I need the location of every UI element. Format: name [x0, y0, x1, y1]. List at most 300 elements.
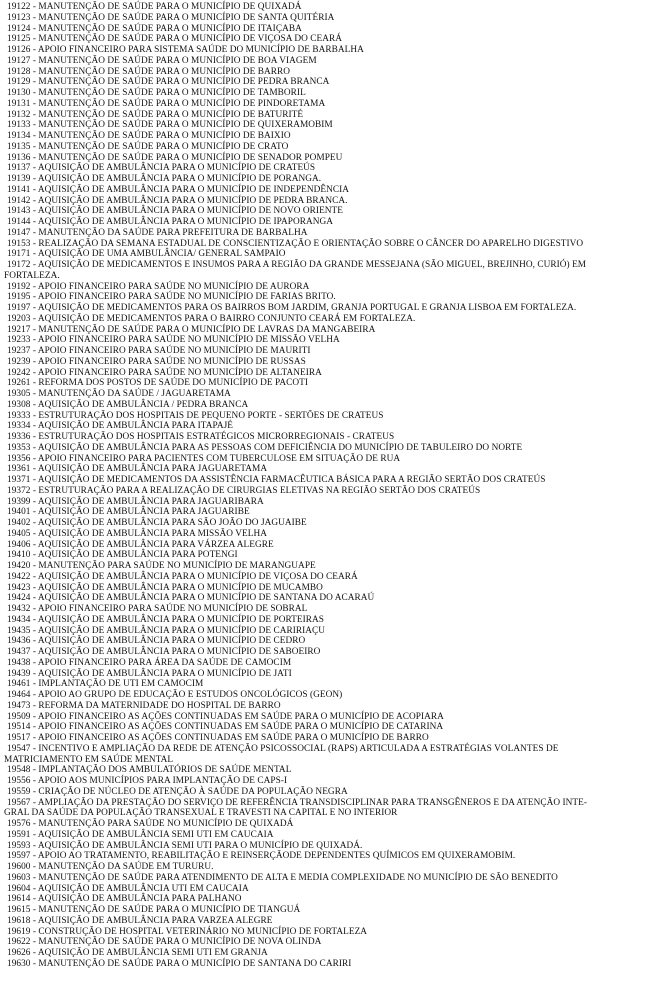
- list-item: [4, 540, 638, 551]
- list-item: [4, 669, 638, 680]
- list-item: [4, 282, 638, 293]
- item-description: AQUISIÇÃO DE AMBULÂNCIA PARA AS PESSOAS COM DEFICIÊNCIA DO MUNICÍPIO DE TABULEIRO DO NORTE: [37, 442, 523, 453]
- list-item: [4, 24, 638, 35]
- item-description: MANUTENÇÃO DE SAÚDE PARA ATENDIMENTO DE ALTA E MEDIA COMPLEXIDADE NO MUNICÍPIO DE SÃO BENEDITO: [38, 872, 558, 883]
- list-item: [4, 400, 638, 411]
- item-description: REFORMA DOS POSTOS DE SAÚDE DO MUNICÍPIO DE PACOTI: [38, 378, 308, 389]
- separator: [31, 658, 38, 668]
- item-code: 19559: [7, 786, 31, 797]
- list-item: [4, 260, 638, 282]
- item-description: APOIO FINANCEIRO PARA SAÚDE NO MUNICÍPIO DE FARIAS BRITO.: [37, 292, 336, 303]
- item-code: 19126: [7, 45, 31, 55]
- separator: [31, 346, 38, 356]
- item-code: 19371: [7, 475, 31, 485]
- item-code: 19438: [7, 657, 31, 668]
- separator: [31, 249, 38, 259]
- list-item: [4, 744, 638, 766]
- item-code: 19356: [7, 453, 31, 464]
- item-code: 19172: [7, 260, 31, 270]
- list-item: [4, 776, 638, 787]
- item-code: 19134: [7, 131, 31, 141]
- item-description: MANUTENÇÃO DE SAÚDE PARA O MUNICÍPIO DE QUIXERAMOBIM: [38, 120, 333, 131]
- item-description: AQUISIÇÃO DE UMA AMBULÂNCIA/ GENERAL SAMPAIO: [37, 249, 286, 260]
- item-code: 19435: [7, 625, 31, 636]
- list-item: [4, 2, 638, 13]
- list-item: [4, 163, 638, 174]
- item-description: AMPLIAÇÃO DA PRESTAÇÃO DO SERVIÇO DE REFERÊNCIA TRANSDISCIPLINAR PARA TRANSGÊNEROS E DA ATENÇÃO INTE-: [37, 797, 588, 808]
- list-item: [4, 819, 638, 830]
- list-item: [4, 432, 638, 443]
- separator: [31, 690, 38, 700]
- item-code: 19614: [7, 894, 31, 905]
- item-description: MANUTENÇÃO DE SAÚDE PARA O MUNICÍPIO DE ITAIÇABA: [38, 23, 302, 34]
- item-description: MANUTENÇÃO DE SAÚDE PARA O MUNICÍPIO DE PINDORETAMA: [38, 98, 326, 109]
- item-code: 19197: [7, 303, 31, 313]
- item-description: APOIO FINANCEIRO AS AÇÕES CONTINUADAS EM SAÚDE PARA O MUNICÍPIO DE ACOPIARA: [37, 711, 444, 722]
- list-item: [4, 314, 638, 325]
- item-description: AQUISIÇÃO DE AMBULÂNCIA / PEDRA BRANCA: [37, 399, 249, 410]
- item-code: 19547: [7, 743, 31, 754]
- item-description: MANUTENÇÃO DE SAÚDE PARA O MUNICÍPIO DE BAIXIO: [38, 131, 291, 141]
- item-description: AQUISIÇÃO DE MEDICAMENTOS PARA OS BAIRROS BOM JARDIM, GRANJA PORTUGAL E GRANJA LISBOA EM FORTALEZA.: [37, 303, 577, 313]
- item-code: 19192: [7, 281, 31, 292]
- separator: [31, 518, 38, 528]
- list-item: [4, 518, 638, 529]
- list-item: [4, 593, 638, 604]
- item-description: AQUISIÇÃO DE AMBULÂNCIA PARA PALHANO: [37, 894, 242, 905]
- item-code: 19597: [7, 851, 31, 862]
- separator: [31, 948, 38, 958]
- list-item: [4, 174, 638, 185]
- item-description: AQUISIÇÃO DE AMBULÂNCIA PARA MISSÃO VELHA: [37, 528, 267, 539]
- item-description: MANUTENÇÃO DE SAÚDE PARA O MUNICÍPIO DE BARRO: [38, 66, 291, 77]
- list-item: [4, 346, 638, 357]
- item-code: 19548: [7, 765, 31, 776]
- list-item: [4, 927, 638, 938]
- separator: [31, 615, 38, 625]
- item-description: AQUISIÇÃO DE AMBULÂNCIA UTI EM CAUCAIA: [37, 883, 249, 894]
- item-description: MANUTENÇÃO DE SAÚDE PARA O MUNICÍPIO DE SANTA QUITÉRIA: [38, 12, 335, 23]
- item-description: MANUTENÇÃO PARA SAÚDE NO MUNICÍPIO DE QUIXADÁ: [38, 819, 294, 829]
- item-description: REALIZAÇÃO DA SEMANA ESTADUAL DE CONSCIENTIZAÇÃO E ORIENTAÇÃO SOBRE O CÂNCER DO APARELHO DIGESTIVO: [38, 238, 584, 249]
- list-item: [4, 110, 638, 121]
- item-code: 19217: [7, 324, 31, 335]
- item-code: 19517: [7, 733, 31, 743]
- list-item: [4, 690, 638, 701]
- item-code: 19410: [7, 550, 31, 561]
- item-description: MANUTENÇÃO DE SAÚDE PARA O MUNICÍPIO DE NOVA OLINDA: [38, 937, 322, 948]
- item-description: APOIO FINANCEIRO PARA SAÚDE NO MUNICÍPIO DE SOBRAL: [37, 604, 308, 614]
- list-item: [4, 647, 638, 658]
- item-description: MANUTENÇÃO DE SAÚDE PARA O MUNICÍPIO DE BOA VIAGEM: [38, 55, 317, 66]
- item-description: MANUTENÇÃO DA SAÚDE EM TURURU.: [38, 862, 214, 872]
- list-item: [4, 443, 638, 454]
- item-code: 19361: [7, 464, 31, 475]
- list-item: [4, 916, 638, 927]
- item-code: 19401: [7, 507, 31, 518]
- list-item: [4, 378, 638, 389]
- list-item: [4, 626, 638, 637]
- item-code: 19237: [7, 346, 31, 356]
- item-code: 19619: [7, 926, 31, 937]
- item-code: 19147: [7, 227, 31, 238]
- item-code: 19434: [7, 614, 31, 625]
- list-item: [4, 905, 638, 916]
- separator: [31, 475, 38, 485]
- item-code: 19439: [7, 668, 31, 679]
- item-code: 19591: [7, 829, 31, 840]
- item-code: 19626: [7, 948, 31, 958]
- list-item: [4, 722, 638, 733]
- list-item: [4, 572, 638, 583]
- item-code: 19305: [7, 389, 31, 399]
- item-code: 19144: [7, 217, 31, 227]
- item-description: MANUTENÇÃO DA SAÚDE / JAGUARETAMA: [38, 389, 231, 399]
- list-item: [4, 196, 638, 207]
- list-item: [4, 239, 638, 250]
- item-description: MANUTENÇÃO DE SAÚDE PARA O MUNICÍPIO DE QUIXADÁ: [38, 2, 302, 12]
- list-item: [4, 217, 638, 228]
- separator: [31, 335, 38, 345]
- separator: [31, 722, 38, 732]
- item-description: APOIO FINANCEIRO PARA SAÚDE NO MUNICÍPIO DE RUSSAS: [37, 356, 306, 367]
- separator: [31, 572, 38, 582]
- list-item: [4, 615, 638, 626]
- separator: [31, 540, 38, 550]
- item-code: 19618: [7, 915, 31, 926]
- list-item: [4, 185, 638, 196]
- item-code: 19423: [7, 582, 31, 593]
- item-description: AQUISIÇÃO DE AMBULÂNCIA PARA SÃO JOÃO DO JAGUAIBE: [37, 518, 307, 528]
- list-item: [4, 712, 638, 723]
- separator: [31, 884, 38, 894]
- item-code: 19239: [7, 356, 31, 367]
- item-code: 19424: [7, 593, 31, 604]
- item-description: AQUISIÇÃO DE AMBULÂNCIA PARA O MUNICÍPIO DE JATI: [37, 668, 292, 679]
- list-item: [4, 88, 638, 99]
- list-item: [4, 249, 638, 260]
- separator: [31, 529, 38, 539]
- item-description: MANUTENÇÃO DA SAÚDE PARA PREFEITURA DE BARBALHA: [38, 227, 308, 238]
- item-code: 19143: [7, 206, 31, 217]
- separator: [31, 421, 38, 431]
- item-code: 19630: [7, 958, 31, 969]
- item-code: 19600: [7, 862, 31, 872]
- separator: [31, 550, 38, 560]
- item-code: 19353: [7, 442, 31, 453]
- list-item: [4, 206, 638, 217]
- item-code: 19593: [7, 840, 31, 851]
- item-code: 19406: [7, 539, 31, 550]
- item-description: ESTRUTURAÇÃO DOS HOSPITAIS ESTRATÉGICOS MICRORREGIONAIS - CRATEUS: [38, 432, 395, 442]
- list-item: [4, 583, 638, 594]
- item-code: 19125: [7, 34, 31, 45]
- item-code: 19622: [7, 937, 31, 948]
- item-description: AQUISIÇÃO DE MEDICAMENTOS E INSUMOS PARA A REGIÃO DA GRANDE MESSEJANA (SÃO MIGUEL, BREJINHO, CURIÓ) EM: [37, 260, 587, 270]
- item-code: 19514: [7, 722, 31, 733]
- item-code: 19405: [7, 528, 31, 539]
- separator: [31, 851, 38, 861]
- item-description: AQUISIÇÃO DE AMBULÂNCIA PARA O MUNICÍPIO DE INDEPENDÊNCIA: [37, 184, 350, 195]
- item-description-continuation: FORTALEZA.: [4, 270, 60, 281]
- list-item: [4, 862, 638, 873]
- item-code: 19333: [7, 410, 31, 421]
- item-code: 19122: [7, 2, 31, 12]
- item-description: MANUTENÇÃO DE SAÚDE PARA O MUNICÍPIO DE VIÇOSA DO CEARÁ: [38, 34, 343, 45]
- item-code: 19153: [7, 238, 31, 249]
- item-description: MANUTENÇÃO DE SAÚDE PARA O MUNICÍPIO DE SANTANA DO CARIRI: [38, 958, 352, 969]
- separator: [31, 217, 38, 227]
- item-description: AQUISIÇÃO DE AMBULÂNCIA PARA JAGUARIBARA: [37, 496, 264, 507]
- list-item: [4, 798, 638, 820]
- item-code: 19437: [7, 647, 31, 657]
- list-item: [4, 142, 638, 153]
- separator: [31, 669, 38, 679]
- separator: [31, 45, 38, 55]
- item-description: AQUISIÇÃO DE AMBULÂNCIA PARA O MUNICÍPIO DE IPAPORANGA: [37, 217, 334, 227]
- item-code: 19127: [7, 55, 31, 66]
- list-item: [4, 787, 638, 798]
- item-code: 19576: [7, 819, 31, 829]
- list-item: [4, 67, 638, 78]
- separator: [31, 593, 38, 603]
- item-code: 19261: [7, 378, 31, 389]
- separator: [31, 583, 38, 593]
- separator: [31, 636, 38, 646]
- item-code: 19129: [7, 77, 31, 88]
- item-description: APOIO FINANCEIRO PARA SAÚDE NO MUNICÍPIO DE MISSÃO VELHA: [37, 335, 340, 346]
- separator: [31, 163, 38, 173]
- item-description: AQUISIÇÃO DE AMBULÂNCIA PARA O MUNICÍPIO DE CARIRIAÇU: [37, 625, 326, 636]
- item-description: AQUISIÇÃO DE AMBULÂNCIA PARA O MUNICÍPIO DE VIÇOSA DO CEARÁ: [37, 571, 358, 582]
- list-item: [4, 604, 638, 615]
- list-item: [4, 56, 638, 67]
- list-item: [4, 99, 638, 110]
- item-code: 19142: [7, 195, 31, 206]
- item-description: IMPLANTAÇÃO DOS AMBULATÓRIOS DE SAÚDE MENTAL: [38, 765, 292, 776]
- item-code: 19139: [7, 174, 31, 184]
- separator: [31, 260, 38, 270]
- list-item: [4, 884, 638, 895]
- separator: [31, 916, 38, 926]
- list-item: [4, 421, 638, 432]
- item-description: APOIO FINANCEIRO PARA SAÚDE NO MUNICÍPIO DE ALTANEIRA: [37, 367, 322, 378]
- item-description: AQUISIÇÃO DE AMBULÂNCIA PARA O MUNICÍPIO DE PEDRA BRANCA.: [37, 195, 348, 206]
- item-description: MANUTENÇÃO DE SAÚDE PARA O MUNICÍPIO DE PEDRA BRANCA: [38, 77, 330, 88]
- list-item: [4, 497, 638, 508]
- item-description: ESTRUTURAÇÃO PARA A REALIZAÇÃO DE CIRURGIAS ELETIVAS NA REGIÃO SERTÃO DOS CRATEÚS: [38, 485, 481, 496]
- item-code: 19509: [7, 711, 31, 722]
- list-item: [4, 292, 638, 303]
- item-description: MANUTENÇÃO DE SAÚDE PARA O MUNICÍPIO DE CRATO: [38, 141, 289, 152]
- list-item: [4, 937, 638, 948]
- separator: [31, 647, 38, 657]
- list-item: [4, 464, 638, 475]
- list-item: [4, 658, 638, 669]
- separator: [31, 798, 38, 808]
- list-item: [4, 13, 638, 24]
- separator: [31, 357, 38, 367]
- separator: [31, 712, 38, 722]
- separator: [31, 292, 38, 302]
- separator: [31, 830, 38, 840]
- separator: [31, 282, 38, 292]
- item-description: MANUTENÇÃO DE SAÚDE PARA O MUNICÍPIO DE SENADOR POMPEU: [38, 152, 343, 163]
- list-item: [4, 507, 638, 518]
- separator: [31, 464, 38, 474]
- item-description-continuation: GRAL DA SAÚDE DA POPULAÇÃO TRANSEXUAL E TRAVESTI NA CAPITAL E NO INTERIOR: [4, 808, 398, 819]
- item-description: INCENTIVO E AMPLIAÇÃO DA REDE DE ATENÇÃO PSICOSSOCIAL (RAPS) ARTICULADA A ESTRATÉGIAS VOLANTES DE: [38, 743, 559, 754]
- list-item: [4, 873, 638, 884]
- list-item: [4, 486, 638, 497]
- list-item: [4, 335, 638, 346]
- item-description: MANUTENÇÃO DE SAÚDE PARA O MUNICÍPIO DE LAVRAS DA MANGABEIRA: [38, 324, 376, 335]
- item-description: APOIO FINANCEIRO PARA SISTEMA SAÚDE DO MUNICÍPIO DE BARBALHA: [37, 45, 364, 55]
- item-code: 19473: [7, 700, 31, 711]
- item-code: 19141: [7, 184, 31, 195]
- item-code: 19556: [7, 776, 31, 786]
- item-code: 19130: [7, 88, 31, 98]
- item-code: 19422: [7, 571, 31, 582]
- item-code: 19432: [7, 604, 31, 614]
- list-item: [4, 894, 638, 905]
- item-code: 19131: [7, 98, 31, 109]
- item-line: [4, 744, 638, 755]
- item-description: MANUTENÇÃO PARA SAÚDE NO MUNICÍPIO DE MARANGUAPE: [38, 561, 316, 571]
- list-item: [4, 948, 638, 959]
- item-description: AQUISIÇÃO DE AMBULÂNCIA SEMI UTI PARA O MUNICÍPIO DE QUIXADÁ.: [37, 840, 363, 851]
- item-code: 19135: [7, 141, 31, 152]
- separator: [31, 196, 38, 206]
- item-line: [4, 798, 638, 809]
- separator: [31, 303, 38, 313]
- item-description: AQUISIÇÃO DE AMBULÂNCIA PARA ITAPAJÉ: [37, 421, 234, 432]
- item-code: 19336: [7, 432, 31, 442]
- list-item: [4, 561, 638, 572]
- item-description: AQUISIÇÃO DE AMBULÂNCIA PARA JAGUARIBE: [37, 507, 250, 518]
- item-code: 19233: [7, 335, 31, 346]
- item-code: 19334: [7, 421, 31, 432]
- list-item: [4, 733, 638, 744]
- list-item: [4, 45, 638, 56]
- item-description: CRIAÇÃO DE NÚCLEO DE ATENÇÃO À SAÚDE DA POPULAÇÃO NEGRA: [38, 786, 348, 797]
- separator: [31, 776, 38, 786]
- list-item: [4, 411, 638, 422]
- list-item: [4, 228, 638, 239]
- item-description: AQUISIÇÃO DE AMBULÂNCIA PARA O MUNICÍPIO DE PORANGA.: [37, 174, 322, 184]
- separator: [31, 400, 38, 410]
- list-item: [4, 529, 638, 540]
- item-description-continuation: MATRICIAMENTO EM SAÚDE MENTAL: [4, 754, 174, 765]
- list-item: [4, 454, 638, 465]
- separator: [31, 443, 38, 453]
- item-code: 19133: [7, 120, 31, 131]
- item-description: MANUTENÇÃO DE SAÚDE PARA O MUNICÍPIO DE TIANGUÁ: [38, 905, 301, 915]
- item-description: AQUISIÇÃO DE AMBULÂNCIA PARA O MUNICÍPIO DE PORTEIRAS: [37, 614, 324, 625]
- item-description: AQUISIÇÃO DE AMBULÂNCIA PARA O MUNICÍPIO DE NOVO ORIENTE: [37, 206, 344, 217]
- item-code: 19203: [7, 313, 31, 324]
- item-code: 19615: [7, 905, 31, 915]
- item-description: AQUISIÇÃO DE AMBULÂNCIA SEMI UTI EM CAUCAIA: [37, 829, 274, 840]
- item-code: 19464: [7, 690, 31, 700]
- item-code: 19242: [7, 367, 31, 378]
- item-description: APOIO FINANCEIRO PARA SAÚDE NO MUNICÍPIO DE MAURITI: [37, 346, 311, 356]
- item-description: APOIO FINANCEIRO AS AÇÕES CONTINUADAS EM SAÚDE PARA O MUNICÍPIO DE CATARINA: [37, 722, 444, 733]
- item-code: 19604: [7, 883, 31, 894]
- item-code: 19399: [7, 496, 31, 507]
- item-code: 19136: [7, 152, 31, 163]
- item-description: AQUISIÇÃO DE AMBULÂNCIA PARA O MUNICÍPIO DE MUCAMBO: [37, 582, 323, 593]
- separator: [31, 185, 38, 195]
- item-description: MANUTENÇÃO DE SAÚDE PARA O MUNICÍPIO DE BATURITÉ: [38, 109, 304, 120]
- item-description: AQUISIÇÃO DE MEDICAMENTOS PARA O BAIRRO CONJUNTO CEARÁ EM FORTALEZA.: [37, 313, 416, 324]
- item-code: 19123: [7, 12, 31, 23]
- separator: [31, 841, 38, 851]
- separator: [31, 314, 38, 324]
- separator: [31, 206, 38, 216]
- item-code: 19402: [7, 518, 31, 528]
- separator: [31, 454, 38, 464]
- item-description: AQUISIÇÃO DE AMBULÂNCIA PARA VARZEA ALEGRE: [37, 915, 273, 926]
- item-line: [4, 260, 638, 271]
- list-item: [4, 368, 638, 379]
- item-description: AQUISIÇÃO DE AMBULÂNCIA PARA O MUNICÍPIO DE SABOEIRO: [37, 647, 321, 657]
- item-description: AQUISIÇÃO DE AMBULÂNCIA SEMI UTI EM GRANJA: [37, 948, 268, 958]
- separator: [31, 894, 38, 904]
- item-code: 19128: [7, 66, 31, 77]
- item-description: APOIO FINANCEIRO PARA PACIENTES COM TUBERCULOSE EM SITUAÇÃO DE RUA: [37, 453, 401, 464]
- item-description: ESTRUTURAÇÃO DOS HOSPITAIS DE PEQUENO PORTE - SERTÕES DE CRATEUS: [38, 410, 384, 421]
- separator: [31, 626, 38, 636]
- list-item: [4, 636, 638, 647]
- item-description: CONSTRUÇÃO DE HOSPITAL VETERINÁRIO NO MUNICÍPIO DE FORTALEZA: [38, 926, 368, 937]
- list-item: [4, 765, 638, 776]
- item-description: AQUISIÇÃO DE AMBULÂNCIA PARA JAGUARETAMA: [37, 464, 268, 475]
- list-item: [4, 701, 638, 712]
- list-item: [4, 303, 638, 314]
- separator: [31, 733, 38, 743]
- list-item: [4, 357, 638, 368]
- budget-action-list: [4, 2, 638, 970]
- list-item: [4, 389, 638, 400]
- item-code: 19436: [7, 636, 31, 647]
- list-item: [4, 851, 638, 862]
- list-item: [4, 120, 638, 131]
- item-code: 19137: [7, 163, 31, 174]
- item-code: 19372: [7, 485, 31, 496]
- separator: [31, 604, 38, 614]
- item-description: AQUISIÇÃO DE AMBULÂNCIA PARA VÁRZEA ALEGRE: [37, 539, 274, 550]
- separator: [31, 174, 38, 184]
- list-item: [4, 830, 638, 841]
- item-description: MANUTENÇÃO DE SAÚDE PARA O MUNICÍPIO DE TAMBORIL: [38, 88, 306, 98]
- item-description: APOIO AO TRATAMENTO, REABILITAÇÃO E REINSERÇÃODE DEPENDENTES QUÍMICOS EM QUIXERAMOBIM.: [37, 851, 516, 862]
- separator: [31, 507, 38, 517]
- item-description: AQUISIÇÃO DE AMBULÂNCIA PARA POTENGI: [37, 550, 238, 561]
- item-code: 19567: [7, 797, 31, 808]
- item-description: AQUISIÇÃO DE AMBULÂNCIA PARA O MUNICÍPIO DE SANTANA DO ACARAÚ: [37, 593, 375, 604]
- item-code: 19171: [7, 249, 31, 260]
- item-description: APOIO AOS MUNICÍPIOS PARA IMPLANTAÇÃO DE CAPS-I: [37, 776, 288, 786]
- item-description: APOIO AO GRUPO DE EDUCAÇÃO E ESTUDOS ONCOLÓGICOS (GEON): [37, 690, 343, 700]
- item-code: 19420: [7, 561, 31, 571]
- list-item: [4, 550, 638, 561]
- list-item: [4, 153, 638, 164]
- item-description: APOIO FINANCEIRO AS AÇÕES CONTINUADAS EM SAÚDE PARA O MUNICÍPIO DE BARRO: [37, 733, 429, 743]
- item-code: 19132: [7, 109, 31, 120]
- item-description: AQUISIÇÃO DE AMBULÂNCIA PARA O MUNICÍPIO DE CEDRO: [37, 636, 306, 647]
- list-item: [4, 34, 638, 45]
